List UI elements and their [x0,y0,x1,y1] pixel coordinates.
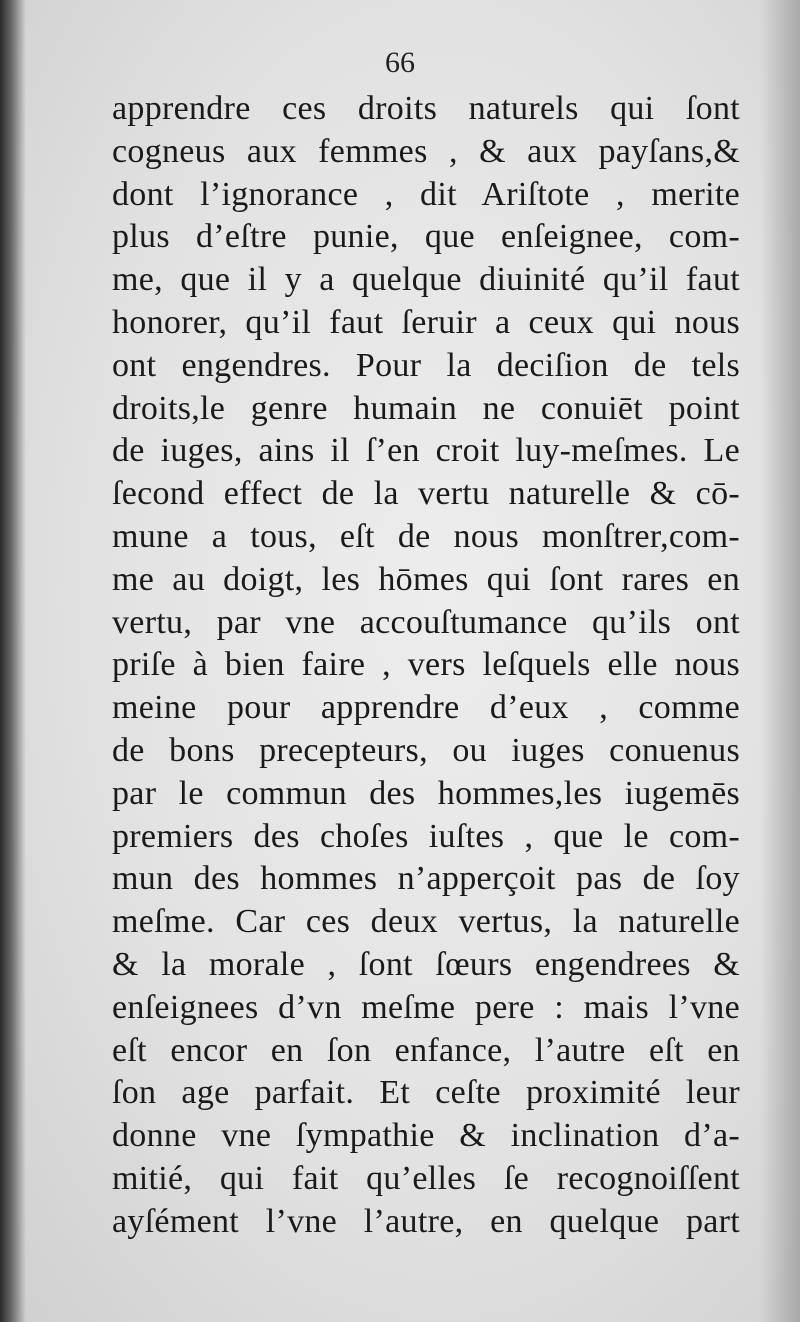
text-line: ont engendres. Pour la deciſion de tels [112,346,740,384]
text-line: de iuges, ains il ſ’en croit luy-meſmes. Le [112,432,740,470]
text-line: plus d’eſtre punie, que enſeignee, com- [112,218,740,256]
text-line: mun des hommes n’apperçoit pas de ſoy [112,860,740,898]
text-line: ſecond effect de la vertu naturelle & cō- [112,475,740,513]
text-line: de bons precepteurs, ou iuges conuenus [112,731,740,769]
text-line: priſe à bien faire , vers leſquels elle nous [112,646,740,684]
text-line: donne vne ſympathie & inclination d’a- [112,1117,740,1155]
text-line: meſme. Car ces deux vertus, la naturelle [112,903,740,941]
text-line: & la morale , ſont ſœurs engendrees & [112,945,740,983]
binding-shadow [0,0,26,1322]
page-number: 66 [385,46,415,79]
edge-shadow [760,0,800,1322]
text-line: premiers des choſes iuſtes , que le com- [112,817,740,855]
text-line: mitié, qui fait qu’elles ſe recognoiſſent [112,1159,740,1197]
text-line: enſeignees d’vn meſme pere : mais l’vne [112,988,740,1026]
text-line: par le commun des hommes,les iugemēs [112,774,740,812]
text-line: mune a tous, eſt de nous monſtrer,com- [112,517,740,555]
text-line: vertu, par vne accouſtumance qu’ils ont [112,603,740,641]
body-text [112,88,740,1244]
text-line: droits,le genre humain ne conuiēt point [112,389,740,427]
text-line: meine pour apprendre d’eux , comme [112,689,740,727]
text-line: ayſément l’vne l’autre, en quelque part [112,1202,740,1240]
text-line: dont l’ignorance , dit Ariſtote , merite [112,175,740,213]
text-line: me, que il y a quelque diuinité qu’il faut [112,261,740,299]
text-line: me au doigt, les hōmes qui ſont rares en [112,560,740,598]
text-line: apprendre ces droits naturels qui ſont [112,90,740,127]
text-line: honorer, qu’il faut ſeruir a ceux qui nous [112,303,740,341]
text-line: eſt encor en ſon enfance, l’autre eſt en [112,1031,740,1069]
text-line: ſon age parfait. Et ceſte proximité leur [112,1074,740,1112]
text-line: cogneus aux femmes , & aux payſans,& [112,132,740,170]
